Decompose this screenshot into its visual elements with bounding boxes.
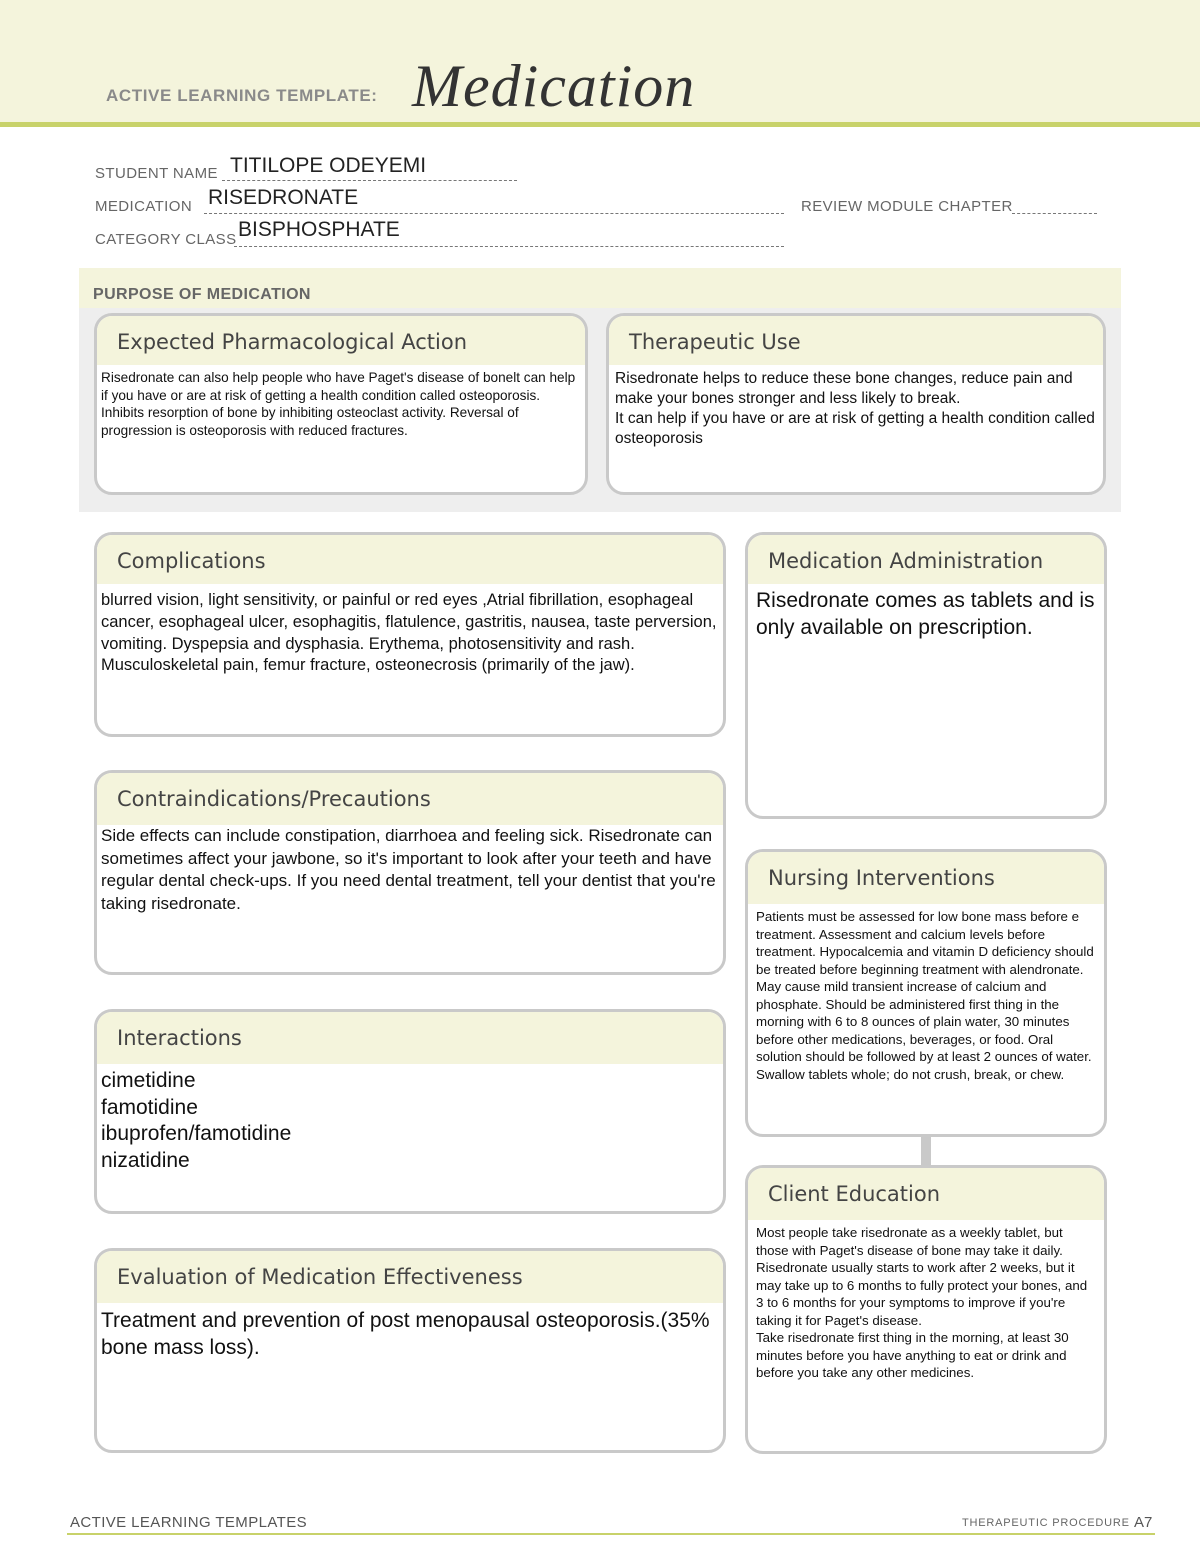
category-class-label: CATEGORY CLASS bbox=[95, 231, 237, 248]
contraindications-box bbox=[94, 770, 726, 975]
purpose-title: PURPOSE OF MEDICATION bbox=[93, 286, 311, 303]
expected-action-heading: Expected Pharmacological Action bbox=[97, 316, 585, 365]
medication-value[interactable]: RISEDRONATE bbox=[208, 186, 359, 209]
medication-label: MEDICATION bbox=[95, 198, 193, 215]
complications-box bbox=[94, 532, 726, 737]
category-class-value[interactable]: BISPHOSPHATE bbox=[238, 218, 400, 241]
administration-text[interactable]: Risedronate comes as tablets and is only available on prescription. bbox=[756, 589, 1095, 639]
client-education-text[interactable]: Most people take risedronate as a weekly tablet, but those with Paget's disease of bone may take it daily. Risedronate usually starts to work after 2 weeks, but it may take up to 6 months to fully protect your bones, and 3 to 6 months for your symptoms to improve if you're taking it for Paget's disease. Take risedronate first thing in the morning, at least 30 minutes before you have anything to eat or drink and before you take any other medicines. bbox=[756, 1225, 1088, 1380]
footer-left-label: ACTIVE LEARNING TEMPLATES bbox=[70, 1514, 307, 1531]
administration-heading: Medication Administration bbox=[748, 535, 1104, 584]
student-name-value[interactable]: TITILOPE ODEYEMI bbox=[230, 154, 427, 177]
footer-right-label: THERAPEUTIC PROCEDURE bbox=[962, 1517, 1130, 1529]
therapeutic-use-box bbox=[606, 313, 1106, 495]
interactions-box bbox=[94, 1009, 726, 1214]
evaluation-text[interactable]: Treatment and prevention of post menopausal osteoporosis.(35% bone mass loss). bbox=[101, 1309, 710, 1359]
nursing-interventions-box bbox=[745, 849, 1107, 1137]
complications-heading: Complications bbox=[97, 535, 723, 584]
header-divider bbox=[0, 122, 1200, 127]
page-number: A7 bbox=[1134, 1514, 1153, 1531]
interactions-heading: Interactions bbox=[97, 1012, 723, 1064]
category-class-line bbox=[234, 246, 784, 247]
review-module-line bbox=[1012, 213, 1097, 214]
therapeutic-use-heading: Therapeutic Use bbox=[609, 316, 1103, 365]
therapeutic-use-text[interactable]: Risedronate helps to reduce these bone changes, reduce pain and make your bones stronger and less likely to break. It can help if you have or are at risk of getting a health condition called osteoporosis bbox=[615, 370, 1095, 447]
nursing-interventions-heading: Nursing Interventions bbox=[748, 852, 1104, 904]
client-education-box bbox=[745, 1165, 1107, 1454]
expected-action-box bbox=[94, 313, 588, 495]
complications-text[interactable]: blurred vision, light sensitivity, or painful or red eyes ,Atrial fibrillation, esophageal cancer, esophageal ulcer, esophagitis, flatulence, gastritis, nausea, taste perversion, vomiting. Dyspepsia and dysphasia. Erythema, photosensitivity and rash. Musculoskeletal pain, femur fracture, osteonecrosis (primarily of the jaw). bbox=[101, 591, 717, 675]
nursing-interventions-text[interactable]: Patients must be assessed for low bone mass before e treatment. Assessment and calcium levels before treatment. Hypocalcemia and vitamin D deficiency should be treated before beginning treatment with alendronate. May cause mild transient increase of calcium and phosphate. Should be administered first thing in the morning with 6 to 8 ounces of plain water, 30 minutes before other medications, beverages, or food. Oral solution should be followed by at least 2 ounces of water. Swallow tablets whole; do not crush, break, or chew. bbox=[756, 909, 1094, 1082]
administration-box bbox=[745, 532, 1107, 819]
interactions-text[interactable]: cimetidine famotidine ibuprofen/famotidine nizatidine bbox=[101, 1069, 292, 1172]
evaluation-heading: Evaluation of Medication Effectiveness bbox=[97, 1251, 723, 1303]
footer-divider bbox=[67, 1533, 1155, 1535]
expected-action-text[interactable]: Risedronate can also help people who have Paget's disease of bonelt can help if you have or are at risk of getting a health condition called osteoporosis. Inhibits resorption of bone by inhibiting osteoclast activity. Reversal of progression is osteoporosis with reduced fractures. bbox=[101, 370, 576, 438]
review-module-label: REVIEW MODULE CHAPTER bbox=[801, 198, 1013, 215]
client-education-heading: Client Education bbox=[748, 1168, 1104, 1220]
student-name-label: STUDENT NAME bbox=[95, 165, 218, 182]
page-title: Medication bbox=[412, 53, 696, 119]
box-connector bbox=[921, 1136, 931, 1167]
contraindications-text[interactable]: Side effects can include constipation, diarrhoea and feeling sick. Risedronate can sometimes affect your jawbone, so it's important to look after your teeth and have regular dental check-ups. If you need dental treatment, tell your dentist that you're taking risedronate. bbox=[101, 826, 716, 913]
medication-line bbox=[204, 213, 784, 214]
student-name-line bbox=[222, 180, 517, 181]
contraindications-heading: Contraindications/Precautions bbox=[97, 773, 723, 825]
evaluation-box bbox=[94, 1248, 726, 1453]
template-label: ACTIVE LEARNING TEMPLATE: bbox=[106, 86, 378, 105]
